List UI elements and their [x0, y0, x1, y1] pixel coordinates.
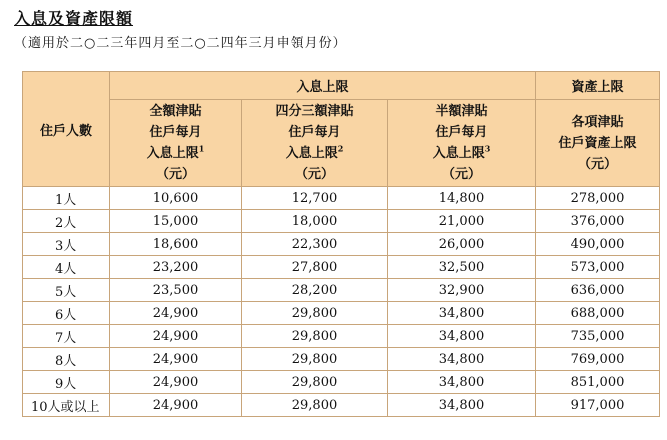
household-size-cell: 5人: [23, 279, 110, 302]
half-limit-cell: 34,800: [388, 325, 536, 348]
page-subtitle: （適用於二○二三年四月至二○二四年三月申領月份）: [14, 36, 347, 51]
asset-limit-cell: 573,000: [536, 256, 660, 279]
footnote-marker: 1: [198, 143, 205, 154]
household-size-cell: 3人: [23, 233, 110, 256]
income-asset-limit-table: [22, 71, 660, 417]
household-size-cell: 10人或以上: [23, 394, 110, 417]
asset-limit-cell: 769,000: [536, 348, 660, 371]
three-quarter-limit-cell: 12,700: [242, 187, 388, 210]
full-limit-cell: 24,900: [110, 302, 242, 325]
three-quarter-allowance-header: 四分三額津貼 住戶每月 入息上限$^2$ （元）: [242, 100, 388, 187]
three-quarter-limit-cell: 18,000: [242, 210, 388, 233]
half-limit-cell: 34,800: [388, 348, 536, 371]
half-limit-cell: 32,900: [388, 279, 536, 302]
three-quarter-limit-cell: 28,200: [242, 279, 388, 302]
table-row: [23, 233, 660, 256]
table-row: [23, 279, 660, 302]
half-limit-cell: 34,800: [388, 302, 536, 325]
household-size-cell: 1人: [23, 187, 110, 210]
page-title: 入息及資產限額: [14, 9, 134, 28]
half-limit-cell: 34,800: [388, 371, 536, 394]
household-size-cell: 6人: [23, 302, 110, 325]
footnote-marker: 2: [337, 143, 344, 154]
table-row: [23, 325, 660, 348]
asset-limit-cell: 917,000: [536, 394, 660, 417]
table-row: [23, 302, 660, 325]
half-limit-cell: 32,500: [388, 256, 536, 279]
full-limit-cell: 10,600: [110, 187, 242, 210]
asset-limit-cell: 851,000: [536, 371, 660, 394]
full-limit-cell: 23,500: [110, 279, 242, 302]
three-quarter-limit-cell: 29,800: [242, 348, 388, 371]
footnote-marker: 3: [484, 143, 491, 154]
household-size-cell: 7人: [23, 325, 110, 348]
half-limit-cell: 34,800: [388, 394, 536, 417]
table-row: [23, 348, 660, 371]
three-quarter-limit-cell: 29,800: [242, 371, 388, 394]
asset-limit-cell: 490,000: [536, 233, 660, 256]
asset-limit-header: 資產上限: [536, 72, 660, 100]
asset-limit-cell: 636,000: [536, 279, 660, 302]
full-limit-cell: 15,000: [110, 210, 242, 233]
table-row: [23, 210, 660, 233]
full-limit-cell: 23,200: [110, 256, 242, 279]
three-quarter-limit-cell: 22,300: [242, 233, 388, 256]
full-limit-cell: 24,900: [110, 394, 242, 417]
household-size-cell: 9人: [23, 371, 110, 394]
table-row: [23, 394, 660, 417]
full-allowance-header: 全額津貼 住戶每月 入息上限$^1$ （元）: [110, 100, 242, 187]
household-size-cell: 2人: [23, 210, 110, 233]
asset-limit-cell: 735,000: [536, 325, 660, 348]
three-quarter-limit-cell: 29,800: [242, 325, 388, 348]
three-quarter-limit-cell: 29,800: [242, 394, 388, 417]
three-quarter-limit-cell: 29,800: [242, 302, 388, 325]
full-limit-cell: 24,900: [110, 371, 242, 394]
asset-limit-cell: 376,000: [536, 210, 660, 233]
three-quarter-limit-cell: 27,800: [242, 256, 388, 279]
household-size-header: 住戶人數: [23, 72, 110, 187]
half-limit-cell: 21,000: [388, 210, 536, 233]
full-limit-cell: 18,600: [110, 233, 242, 256]
full-limit-cell: 24,900: [110, 348, 242, 371]
household-size-cell: 8人: [23, 348, 110, 371]
half-limit-cell: 26,000: [388, 233, 536, 256]
half-limit-cell: 14,800: [388, 187, 536, 210]
asset-limit-cell: 688,000: [536, 302, 660, 325]
table-row: [23, 187, 660, 210]
asset-limit-cell: 278,000: [536, 187, 660, 210]
income-limit-header: 入息上限: [110, 72, 536, 100]
table-row: [23, 256, 660, 279]
full-limit-cell: 24,900: [110, 325, 242, 348]
household-size-cell: 4人: [23, 256, 110, 279]
table-row: [23, 371, 660, 394]
half-allowance-header: 半額津貼 住戶每月 入息上限$^3$ （元）: [388, 100, 536, 187]
asset-limit-subheader: 各項津貼 住戶資產上限 （元）: [536, 100, 660, 187]
